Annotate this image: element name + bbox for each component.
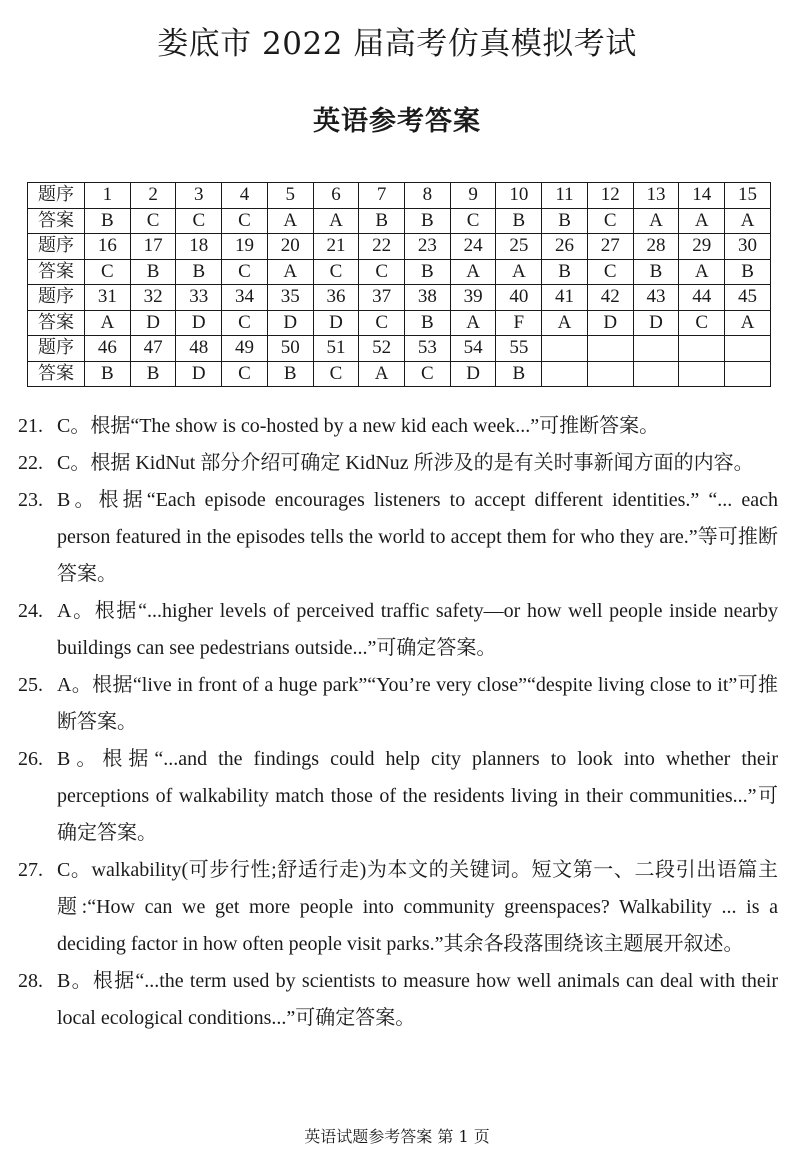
document-subtitle: 英语参考答案 (313, 106, 481, 137)
answer-cell (679, 361, 725, 387)
answer-cell: D (267, 310, 313, 336)
answer-cell: B (542, 259, 588, 285)
question-number-cell (679, 336, 725, 362)
answer-cell: C (222, 361, 268, 387)
question-number-cell: 6 (313, 183, 359, 209)
question-number-cell: 31 (85, 285, 131, 311)
question-number-cell: 28 (633, 234, 679, 260)
answer-cell: C (222, 259, 268, 285)
explanation-text: B。根据“...the term used by scientists to measure how well animals can deal with their local ecological conditions...”可确定答案。 (57, 970, 778, 1029)
explanation-item (18, 741, 778, 852)
explanation-text: C。walkability(可步行性;舒适行走)为本文的关键词。短文第一、二段引出语篇主题:“How can we get more people into community greenspaces? Walkability ... is a deciding factor in how often people visit parks.”其余各段落围绕该主题展开叙述。 (57, 859, 778, 955)
question-number-cell: 33 (176, 285, 222, 311)
explanation-item (18, 593, 778, 667)
answer-cell: A (725, 208, 771, 234)
answer-cell: C (222, 310, 268, 336)
explanation-item (18, 667, 778, 741)
answer-row-label: 答案 (28, 310, 85, 336)
question-number-cell: 23 (405, 234, 451, 260)
explanation-number: 21. (18, 415, 43, 437)
question-number-cell: 27 (587, 234, 633, 260)
answer-cell: C (313, 361, 359, 387)
question-number-cell: 41 (542, 285, 588, 311)
question-number-cell: 15 (725, 183, 771, 209)
answer-cell: B (725, 259, 771, 285)
explanation-item (18, 963, 778, 1037)
question-number-cell: 1 (85, 183, 131, 209)
answer-cell: B (176, 259, 222, 285)
answer-cell: B (85, 208, 131, 234)
question-number-cell: 50 (267, 336, 313, 362)
question-number-cell (587, 336, 633, 362)
answer-cell: A (85, 310, 131, 336)
answer-cell: A (450, 259, 496, 285)
question-number-cell (542, 336, 588, 362)
question-number-cell: 5 (267, 183, 313, 209)
question-number-cell: 13 (633, 183, 679, 209)
question-number-cell: 14 (679, 183, 725, 209)
question-number-cell: 4 (222, 183, 268, 209)
question-row (28, 336, 771, 362)
question-number-cell: 25 (496, 234, 542, 260)
answer-cell: D (176, 310, 222, 336)
question-row-label: 题序 (28, 336, 85, 362)
answer-cell (633, 361, 679, 387)
question-number-cell: 53 (405, 336, 451, 362)
answer-cell: B (405, 310, 451, 336)
question-number-cell: 55 (496, 336, 542, 362)
answer-cell: A (267, 208, 313, 234)
explanation-item (18, 445, 778, 482)
answer-cell: A (313, 208, 359, 234)
question-number-cell: 48 (176, 336, 222, 362)
answer-cell: A (679, 259, 725, 285)
answer-cell: B (496, 208, 542, 234)
question-number-cell: 32 (130, 285, 176, 311)
answer-row (28, 208, 771, 234)
question-number-cell: 10 (496, 183, 542, 209)
question-number-cell: 34 (222, 285, 268, 311)
question-row-label: 题序 (28, 285, 85, 311)
answer-cell: B (405, 259, 451, 285)
answer-cell: B (633, 259, 679, 285)
answer-cell: C (313, 259, 359, 285)
question-number-cell: 40 (496, 285, 542, 311)
question-number-cell: 43 (633, 285, 679, 311)
answer-row (28, 259, 771, 285)
question-number-cell: 51 (313, 336, 359, 362)
answer-cell: B (542, 208, 588, 234)
answer-cell: B (130, 361, 176, 387)
question-number-cell: 44 (679, 285, 725, 311)
question-number-cell: 38 (405, 285, 451, 311)
answer-row-label: 答案 (28, 259, 85, 285)
answer-cell (542, 361, 588, 387)
answer-cell: D (587, 310, 633, 336)
answer-cell: C (359, 310, 405, 336)
question-number-cell: 21 (313, 234, 359, 260)
answer-row (28, 310, 771, 336)
question-number-cell: 42 (587, 285, 633, 311)
answer-cell (587, 361, 633, 387)
answer-cell: C (679, 310, 725, 336)
answer-cell: B (130, 259, 176, 285)
answer-cell: B (405, 208, 451, 234)
answer-cell: C (85, 259, 131, 285)
explanation-number: 28. (18, 970, 43, 992)
explanation-text: C。根据“The show is co-hosted by a new kid each week...”可推断答案。 (57, 415, 660, 437)
explanation-text: A。根据“...higher levels of perceived traffic safety—or how well people inside nearby buildings can see pedestrians outside...”可确定答案。 (57, 600, 778, 659)
question-number-cell: 8 (405, 183, 451, 209)
explanation-item (18, 408, 778, 445)
question-number-cell: 45 (725, 285, 771, 311)
question-number-cell: 26 (542, 234, 588, 260)
question-number-cell (725, 336, 771, 362)
explanation-number: 24. (18, 600, 43, 622)
answer-cell: C (587, 259, 633, 285)
document-title: 娄底市 2022 届高考仿真模拟考试 (157, 26, 637, 62)
page-footer: 英语试题参考答案 第 1 页 (304, 1127, 490, 1146)
question-number-cell: 18 (176, 234, 222, 260)
answer-cell: B (359, 208, 405, 234)
answer-cell: B (267, 361, 313, 387)
answer-cell: C (222, 208, 268, 234)
answer-table (27, 182, 771, 387)
answer-row-label: 答案 (28, 361, 85, 387)
answer-cell: F (496, 310, 542, 336)
question-number-cell: 2 (130, 183, 176, 209)
answer-cell (725, 361, 771, 387)
question-number-cell: 22 (359, 234, 405, 260)
question-number-cell: 36 (313, 285, 359, 311)
answer-cell: D (176, 361, 222, 387)
answer-cell: C (359, 259, 405, 285)
answer-cell: A (679, 208, 725, 234)
explanation-text: B。根据“Each episode encourages listeners to accept different identities.” “... each person featured in the episodes tells the world to accept them for who they are.”等可推断答案。 (57, 489, 778, 585)
explanation-number: 27. (18, 859, 43, 881)
question-number-cell: 7 (359, 183, 405, 209)
question-row (28, 285, 771, 311)
question-number-cell: 20 (267, 234, 313, 260)
question-number-cell: 47 (130, 336, 176, 362)
question-number-cell: 37 (359, 285, 405, 311)
answer-row-label: 答案 (28, 208, 85, 234)
answer-cell: A (542, 310, 588, 336)
answer-row (28, 361, 771, 387)
question-row (28, 234, 771, 260)
answer-cell: D (450, 361, 496, 387)
answer-cell: C (130, 208, 176, 234)
explanation-list (18, 408, 778, 1037)
question-number-cell: 9 (450, 183, 496, 209)
question-number-cell: 19 (222, 234, 268, 260)
question-number-cell: 12 (587, 183, 633, 209)
answer-cell: A (725, 310, 771, 336)
question-number-cell: 52 (359, 336, 405, 362)
question-number-cell: 30 (725, 234, 771, 260)
answer-cell: A (450, 310, 496, 336)
question-number-cell: 49 (222, 336, 268, 362)
explanation-text: B。根据“...and the findings could help city planners to look into whether their perceptions of walkability match those of the residents living in their communities...”可确定答案。 (57, 748, 778, 844)
explanation-item (18, 852, 778, 963)
explanation-text: C。根据 KidNut 部分介绍可确定 KidNuz 所涉及的是有关时事新闻方面的内容。 (57, 452, 754, 474)
answer-cell: C (405, 361, 451, 387)
answer-cell: D (633, 310, 679, 336)
answer-cell: B (85, 361, 131, 387)
answer-cell: D (313, 310, 359, 336)
question-row (28, 183, 771, 209)
answer-cell: A (633, 208, 679, 234)
answer-cell: C (450, 208, 496, 234)
question-number-cell: 11 (542, 183, 588, 209)
explanation-text: A。根据“live in front of a huge park”“You’re very close”“despite living close to it”可推断答案。 (57, 674, 778, 733)
question-number-cell: 39 (450, 285, 496, 311)
explanation-number: 22. (18, 452, 43, 474)
question-number-cell: 24 (450, 234, 496, 260)
question-number-cell (633, 336, 679, 362)
question-number-cell: 46 (85, 336, 131, 362)
question-number-cell: 54 (450, 336, 496, 362)
question-number-cell: 17 (130, 234, 176, 260)
explanation-item (18, 482, 778, 593)
answer-cell: C (587, 208, 633, 234)
answer-cell: A (496, 259, 542, 285)
explanation-number: 23. (18, 489, 43, 511)
answer-cell: C (176, 208, 222, 234)
answer-cell: A (359, 361, 405, 387)
explanation-number: 26. (18, 748, 43, 770)
question-number-cell: 16 (85, 234, 131, 260)
question-number-cell: 3 (176, 183, 222, 209)
question-row-label: 题序 (28, 234, 85, 260)
answer-cell: D (130, 310, 176, 336)
explanation-number: 25. (18, 674, 43, 696)
answer-cell: B (496, 361, 542, 387)
answer-cell: A (267, 259, 313, 285)
question-number-cell: 35 (267, 285, 313, 311)
question-number-cell: 29 (679, 234, 725, 260)
question-row-label: 题序 (28, 183, 85, 209)
